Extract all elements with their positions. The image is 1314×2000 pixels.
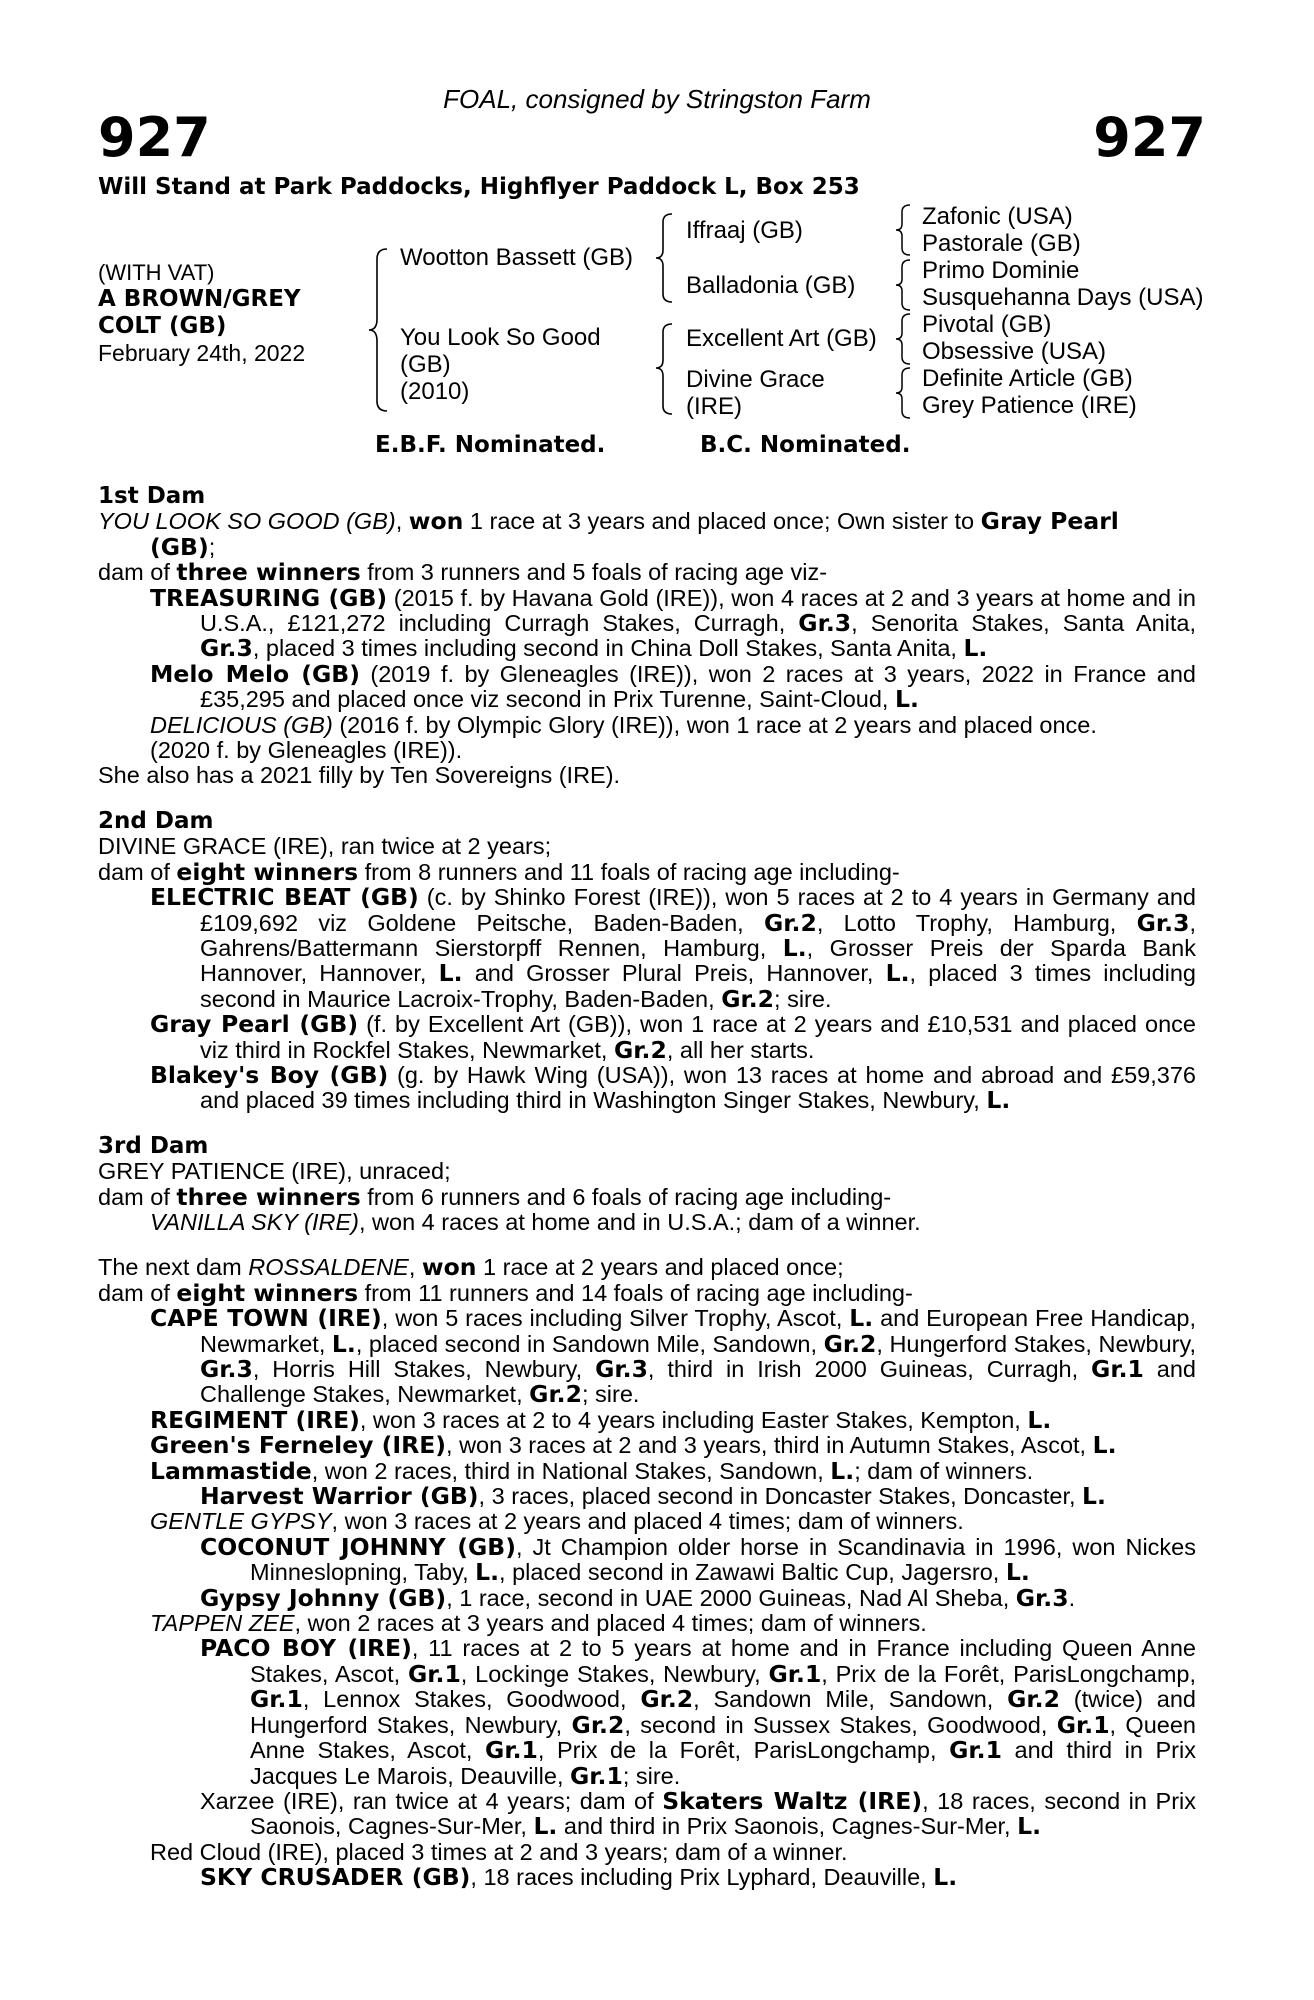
catalogue-body [98,484,1196,1891]
first-dam-line: YOU LOOK SO GOOD (GB), won 1 race at 3 years and placed once; Own sister to Gray Pearl [98,507,1119,536]
produce-2020: (2020 f. by Gleneagles (IRE)). [150,737,463,764]
produce-sky-crusader: SKY CRUSADER (GB), 18 races including Prix Lyphard, Deauville, L. [200,1863,958,1892]
own-sister-name: Gray Pearl [980,507,1119,536]
produce-xarzee: Xarzee (IRE), ran twice at 4 years; dam of Skaters Waltz (IRE), 18 races, second in Prix Saonois, Cagnes-Sur-Mer, L. and third in Prix Saonois, Cagnes-Sur-Mer, L. [200,1786,1196,1841]
pedigree-brace-dam [652,320,678,420]
produce-gray-pearl: Gray Pearl (GB) (f. by Excellent Art (GB)), won 1 race at 2 years and £10,531 and placed once viz third in Rockfel Stakes, Newmarket, Gr.2, all her starts. [150,1010,1196,1064]
produce-vanilla-sky: VANILLA SKY (IRE), won 4 races at home and in U.S.A.; dam of a winner. [150,1208,921,1235]
sire-name: Wootton Bassett (GB) [400,244,633,271]
granddam-pastorale: Pastorale (GB) [922,230,1081,257]
grandsire-zafonic: Zafonic (USA) [922,203,1073,230]
bc-nominated: B.C. Nominated. [700,432,911,458]
produce-lammastide: Lammastide, won 2 races, third in National Stakes, Sandown, L.; dam of winners. [150,1456,1034,1485]
produce-tappen-zee: TAPPEN ZEE, won 2 races at 3 years and placed 4 times; dam of winners. [150,1610,927,1637]
lot-number-right: 927 [1093,106,1206,169]
horse-type-line1: A BROWN/GREY [98,286,301,312]
lot-number-left: 927 [98,106,211,169]
vat-note: (WITH VAT) [98,260,215,285]
first-dam-line-cont: (GB); [150,532,216,561]
pedigree-brace-main [365,245,395,415]
horse-type-line2: COLT (GB) [98,313,227,339]
stand-location: Will Stand at Park Paddocks, Highflyer Paddock L, Box 253 [98,174,860,200]
pedigree-brace-sire [652,210,678,308]
dam-dam-line2: (IRE) [686,393,742,420]
third-dam-heading: 3rd Dam [98,1132,209,1159]
next-dam-line: The next dam ROSSALDENE, won 1 race at 2 years and placed once; [98,1253,844,1282]
first-dam-produce-summary: dam of three winners from 3 runners and 5 foals of racing age viz- [98,558,828,587]
pedigree-brace-g4 [892,365,916,421]
dam-dam-line1: Divine Grace [686,366,825,393]
produce-coconut-johnny: COCONUT JOHNNY (GB), Jt Champion older horse in Scandinavia in 1996, won Nickes Minneslopning, Taby, L., placed second in Zawawi Baltic Cup, Jagersro, L. [200,1532,1196,1587]
second-dam-line: DIVINE GRACE (IRE), ran twice at 2 years; [98,833,552,860]
second-dam-produce-summary: dam of eight winners from 8 runners and 11 foals of racing age including- [98,857,900,886]
produce-treasuring: TREASURING (GB) (2015 f. by Havana Gold (IRE)), won 4 races at 2 and 3 years at home and in U.S.A., £121,272 including Curragh Stakes, Curragh, Gr.3, Senorita Stakes, Santa Anita, Gr.3, placed 3 times including second in China Doll Stakes, Santa Anita, L. [150,583,1197,663]
granddam-grey-patience: Grey Patience (IRE) [922,392,1137,419]
produce-harvest-warrior: Harvest Warrior (GB), 3 races, placed second in Doncaster Stakes, Doncaster, L. [200,1482,1106,1511]
second-dam-heading: 2nd Dam [98,807,214,834]
foaling-date: February 24th, 2022 [98,340,306,366]
next-dam-produce-summary: dam of eight winners from 11 runners and 14 foals of racing age including- [98,1278,913,1307]
pedigree-brace-g2 [892,257,916,313]
grandsire-pivotal: Pivotal (GB) [922,311,1052,338]
dam-sire-name: Excellent Art (GB) [686,325,877,352]
first-dam-heading: 1st Dam [98,483,206,509]
dam-name-line3: (2010) [400,378,470,405]
sire-sire-name: Iffraaj (GB) [686,217,803,244]
produce-red-cloud: Red Cloud (IRE), placed 3 times at 2 and 3 years; dam of a winner. [150,1838,848,1865]
grandsire-primo-dominie: Primo Dominie [922,257,1080,284]
produce-paco-boy: PACO BOY (IRE), 11 races at 2 to 5 years at home and in France including Queen Anne Stakes, Ascot, Gr.1, Lockinge Stakes, Newbury, Gr.1, Prix de la Forêt, ParisLongchamp, Gr.1, Lennox Stakes, Goodwood, Gr.2, Sandown Mile, Sandown, Gr.2 (twice) and Hungerford Stakes, Newbury, Gr.2, second in Sussex Stakes, Goodwood, Gr.1, Queen Anne Stakes, Ascot, Gr.1, Prix de la Forêt, ParisLongchamp, Gr.1 and third in Prix Jacques Le Marois, Deauville, Gr.1; sire. [200,1634,1197,1790]
pedigree-brace-g1 [892,202,916,258]
third-dam-line: GREY PATIENCE (IRE), unraced; [98,1158,451,1185]
third-dam-produce-summary: dam of three winners from 6 runners and 6 foals of racing age including- [98,1182,892,1211]
dam-name-line2: (GB) [400,351,451,378]
produce-cape-town: CAPE TOWN (IRE), won 5 races including Silver Trophy, Ascot, L. and European Free Handicap, Newmarket, L., placed second in Sandown Mile, Sandown, Gr.2, Hungerford Stakes, Newbury, Gr.3, Horris Hill Stakes, Newbury, Gr.3, third in Irish 2000 Guineas, Curragh, Gr.1 and Challenge Stakes, Newmarket, Gr.2; sire. [150,1304,1197,1409]
produce-delicious: DELICIOUS (GB) (2016 f. by Olympic Glory (IRE)), won 1 race at 2 years and placed once. [150,711,1097,738]
ebf-nominated: E.B.F. Nominated. [375,432,606,458]
dam-name-line1: You Look So Good [400,324,601,351]
sire-dam-name: Balladonia (GB) [686,272,856,299]
first-dam-name: YOU LOOK SO GOOD (GB) [98,508,396,535]
granddam-obsessive: Obsessive (USA) [922,338,1107,365]
produce-2021: She also has a 2021 filly by Ten Sovereigns (IRE). [98,762,621,789]
produce-blakeys-boy: Blakey's Boy (GB) (g. by Hawk Wing (USA)), won 13 races at home and abroad and £59,376 and placed 39 times including third in Washington Singer Stakes, Newbury, L. [150,1060,1196,1115]
produce-greens-ferneley: Green's Ferneley (IRE), won 3 races at 2 and 3 years, third in Autumn Stakes, Ascot, L. [150,1431,1117,1460]
produce-electric-beat: ELECTRIC BEAT (GB) (c. by Shinko Forest (IRE)), won 5 races at 2 to 4 years in Germany and £109,692 viz Goldene Peitsche, Baden-Baden, Gr.2, Lotto Trophy, Hamburg, Gr.3, Gahrens/Battermann Sierstorpff Rennen, Hamburg, L., Grosser Preis der Sparda Bank Hannover, Hannover, L. and Grosser Plural Preis, Hannover, L., placed 3 times including second in Maurice Lacroix-Trophy, Baden-Baden, Gr.2; sire. [150,883,1197,1013]
grandsire-definite-article: Definite Article (GB) [922,365,1133,392]
produce-gypsy-johnny: Gypsy Johnny (GB), 1 race, second in UAE 2000 Guineas, Nad Al Sheba, Gr.3. [200,1583,1076,1612]
consignment-line: FOAL, consigned by Stringston Farm [443,84,871,114]
produce-melo-melo: Melo Melo (GB) (2019 f. by Gleneagles (IRE)), won 2 races at 3 years, 2022 in France and £35,295 and placed once viz second in Prix Turenne, Saint-Cloud, L. [150,659,1196,714]
produce-gentle-gypsy: GENTLE GYPSY, won 3 races at 2 years and placed 4 times; dam of winners. [150,1508,964,1535]
granddam-susquehanna: Susquehanna Days (USA) [922,284,1204,311]
pedigree-brace-g3 [892,311,916,367]
horse-description [98,259,305,367]
produce-regiment: REGIMENT (IRE), won 3 races at 2 to 4 years including Easter Stakes, Kempton, L. [150,1405,1052,1434]
